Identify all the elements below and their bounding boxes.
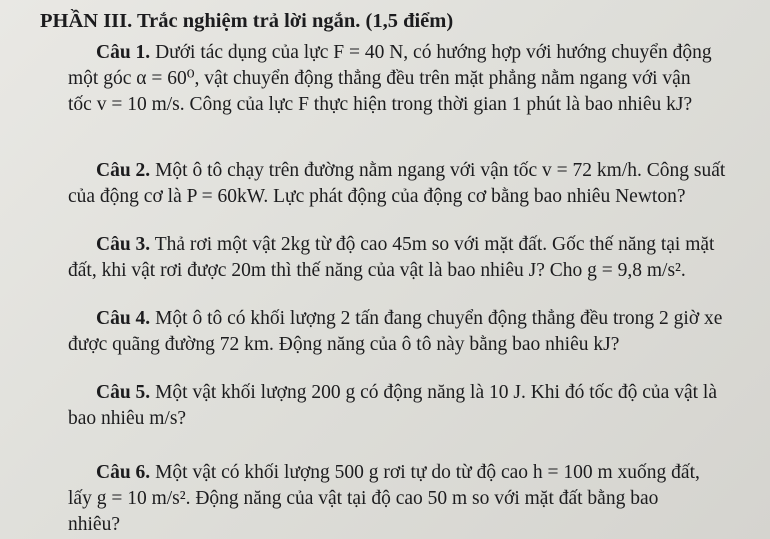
question-2-line-2: của động cơ là P = 60kW. Lực phát động của động cơ bằng bao nhiêu Newton? <box>68 186 686 207</box>
question-6-line-1: Câu 6. Một vật có khối lượng 500 g rơi tự do từ độ cao h = 100 m xuống đất, <box>96 462 700 483</box>
question-1-line-2: một góc α = 60⁰, vật chuyển động thẳng đều trên mặt phẳng nằm ngang với vận <box>68 68 691 89</box>
question-3-line-2: đất, khi vật rơi được 20m thì thế năng của vật là bao nhiêu J? Cho g = 9,8 m/s². <box>68 260 686 281</box>
question-3-line-1: Câu 3. Thả rơi một vật 2kg từ độ cao 45m so với mặt đất. Gốc thế năng tại mặt <box>96 234 715 255</box>
question-4 <box>68 306 758 358</box>
question-1-label: Câu 1. <box>96 42 151 63</box>
question-3-label: Câu 3. <box>96 234 151 255</box>
question-2 <box>68 158 758 210</box>
question-1-line-1: Câu 1. Dưới tác dụng của lực F = 40 N, có hướng hợp với hướng chuyển động <box>96 42 712 63</box>
question-4-line-2: được quãng đường 72 km. Động năng của ô tô này bằng bao nhiêu kJ? <box>68 334 620 355</box>
question-2-label: Câu 2. <box>96 160 151 181</box>
question-5-line-1: Câu 5. Một vật khối lượng 200 g có động năng là 10 J. Khi đó tốc độ của vật là <box>96 382 717 403</box>
question-2-line-1: Câu 2. Một ô tô chạy trên đường nằm ngang với vận tốc v = 72 km/h. Công suất <box>96 160 726 181</box>
question-5-line-2: bao nhiêu m/s? <box>68 408 187 429</box>
question-6-line-2: lấy g = 10 m/s². Động năng của vật tại độ cao 50 m so với mặt đất bằng bao <box>68 488 659 509</box>
section-title: PHẦN III. Trắc nghiệm trả lời ngắn. (1,5 điểm) <box>40 10 454 32</box>
question-6 <box>68 460 758 538</box>
question-1-line-3: tốc v = 10 m/s. Công của lực F thực hiện trong thời gian 1 phút là bao nhiêu kJ? <box>68 94 693 115</box>
question-1 <box>68 40 758 118</box>
question-6-label: Câu 6. <box>96 462 151 483</box>
question-6-line-3: nhiêu? <box>68 514 120 535</box>
question-4-line-1: Câu 4. Một ô tô có khối lượng 2 tấn đang chuyển động thẳng đều trong 2 giờ xe <box>96 308 723 329</box>
question-5-label: Câu 5. <box>96 382 151 403</box>
question-3 <box>68 232 758 284</box>
question-5 <box>68 380 758 432</box>
question-4-label: Câu 4. <box>96 308 151 329</box>
